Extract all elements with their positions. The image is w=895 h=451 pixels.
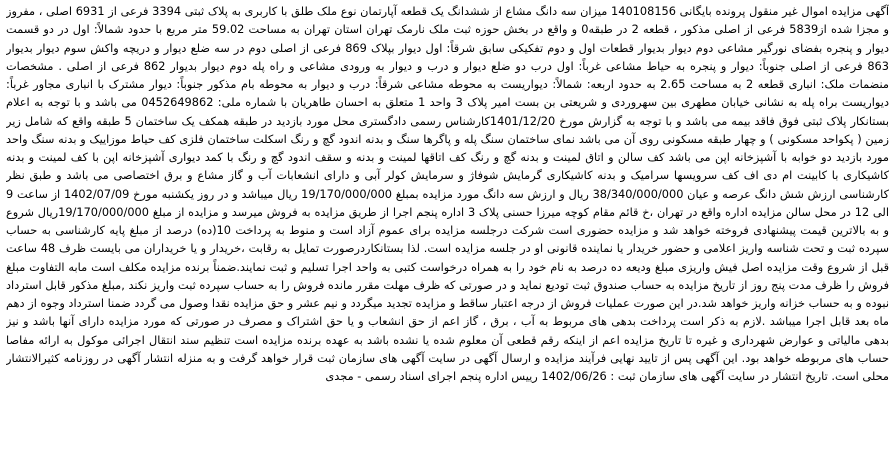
auction-notice [6,2,889,447]
notice-body-text: آگهی مزایده اموال غیر منقول پرونده بایگانی 140108156 میزان سه دانگ مشاع از ششدانگ یک قطعه آپارتمان نوع ملک طلق با کاربری به پلاک ثبتی 3394 فرعی از 6931 اصلی ، مفروز و مجزا شده از5839 فرعی از اصلی مذکور ، قطعه 2 در طبقه0 و واقع در بخش حوزه ثبت ملک نارمک تهران استان تهران به مساحت 59.02 متر مربع با حدود شمالاً: اول در دو قسمت دیوار و پنجره بفضای نورگیر مشاعی دوم دیوار بدیوار قطعات اول و دوم تفکیکی سابق شرقاً: اول دیوار بپلاک 869 فرعی از اصلی دوم در سه ضلع دیوار و دریچه واکش سوم دیوار بدیوار 863 فرعی از اصلی جنوباً: دیوار و پنجره به حیاط مشاعی غرباً: اول درب دو ضلع دیوار و درب و دیوار به ورودی مشاعی و راه پله دوم دیوار بدیوار 862 فرعی از اصلی . مشخصات منضمات ملک: انباری قطعه 2 به مساحت 2.65 به حدود اربعه: شمالاً: دیواریست به محوطه مشاعی شرقاً: درب و دیوار به محوطه بام مذکور جنوباً: دیوار مشترک با انباری مجاور غرباً: دیواریست براه پله به نشانی خیابان مطهری بین سهروردی و شریعتی بن بست امیر پلاک 3 واحد 1 متعلق به احسان طاهریان با شماره ملی: 0452649862 می باشد و با توجه به اعلام بستانکار پلاک ثبتی فوق فاقد بیمه می باشد و با توجه به گزارش مورخ 1401/12/20کارشناس رسمی دادگستری محل مورد بازدید در طبقه همکف یک ساختمان 5 طبقه واقع که شامل زیر زمین ( پکواحد مسکونی ) و چهار طبقه مسکونی روی آن می باشد نمای ساختمان سنگ پله و پاگرها سنگ و بدنه اندود گچ و رنگ اسکلت ساختمان فلزی کف حیاط موزاییک و بدنه سنگ واحد مورد بازدید دو خوابه با آشپزخانه اپن می باشد کف سالن و اتاق لمینت و بدنه گچ و رنگ کف اتاقها لمینت و بدنه و سقف اندود گچ و رنگ با کمد دیواری آشپزخانه اپن با کف لمینت و بدنه کاشیکاری با کابینت ام دی اف کف سرویسها سرامیک و بدنه کاشیکاری گرمایش شوفاژ و سرمایش کولر آبی و دارای انشعابات آب و گاز مشاع و برق اختصاصی می باشد و طبق نظر کارشناسی ارزش شش دانگ عرصه و عیان 38/340/000/000 ریال و ارزش سه دانگ مورد مزایده بمبلغ 19/170/000/000 ریال میباشد و در روز یکشنبه مورخ 1402/07/09 از ساعت 9 الی 12 در محل سالن مزایده اداره واقع در تهران ،خ قائم مقام کوچه میرزا حسنی پلاک 3 اداره پنجم اجرا از طریق مزایده به فروش میرسد و مزایده از مبلغ 19/170/000/000ریال شروع و به بالاترین قیمت پیشنهادی فروخته خواهد شد و مزایده حضوری است شرکت درجلسه مزایده برای عموم آزاد است و منوط به پرداخت 10(ده) درصد از مبلغ پایه کارشناسی به حساب سپرده ثبت و تحت شناسه واریز اعلامی و حضور خریدار یا نماینده قانونی او در جلسه مزایده است. لذا بستانکاردرصورت تمایل به رقابت ،خریدار و یا خریداران می بایست ظرف 48 ساعت قبل از شروع وقت مزایده اصل فیش واریزی مبلغ ودیعه ده درصد به نام خود را به همراه درخواست کتبی به واحد اجرا تسلیم و ثبت نمایند.ضمناً برنده مزایده مکلف است مابه التفاوت مبلغ فروش را ظرف مدت پنج روز از تاریخ مزایده به حساب صندوق ثبت تودیع نماید و در صورتی که ظرف مهلت مقرر مانده فروش را به حساب سپرده ثبت واریز نکند ,مبلغ مذکور قابل استرداد نبوده و به حساب خزانه واریز خواهد شد.در این صورت عملیات فروش از درجه اعتبار ساقط و مزایده تجدید میگردد و نیم عشر و حق مزایده نقدا وصول می گردد ضمنا استرداد وجوه از دهم ماه بعد قابل اجرا میباشد .لازم به ذکر است پرداخت بدهی های مربوط به آب ، برق ، گاز اعم از حق انشعاب و یا حق اشتراک و مصرف در صورتی که مورد مزایده دارای آنها باشد و نیز بدهی مالیاتی و عوارض شهرداری و غیره تا تاریخ مزایده اعم از اینکه رقم قطعی آن معلوم شده یا نشده باشد به عهده برنده مزایده است تنظیم سند انتقال اجرائی موکول به ارائه مفاصا حساب های مربوطه خواهد بود. این آگهی پس از تایید نهایی فرآیند مزایده و ارسال آگهی در سایت آگهی های سازمان ثبت قرار خواهد گرفت و به منزله انتشار آگهی در روزنامه کثیرالانتشار محلی است. تاریخ انتشار در سایت آگهی های سازمان ثبت : 1402/06/26 رییس اداره پنجم اجرای اسناد رسمی - مجدی [6,4,889,383]
